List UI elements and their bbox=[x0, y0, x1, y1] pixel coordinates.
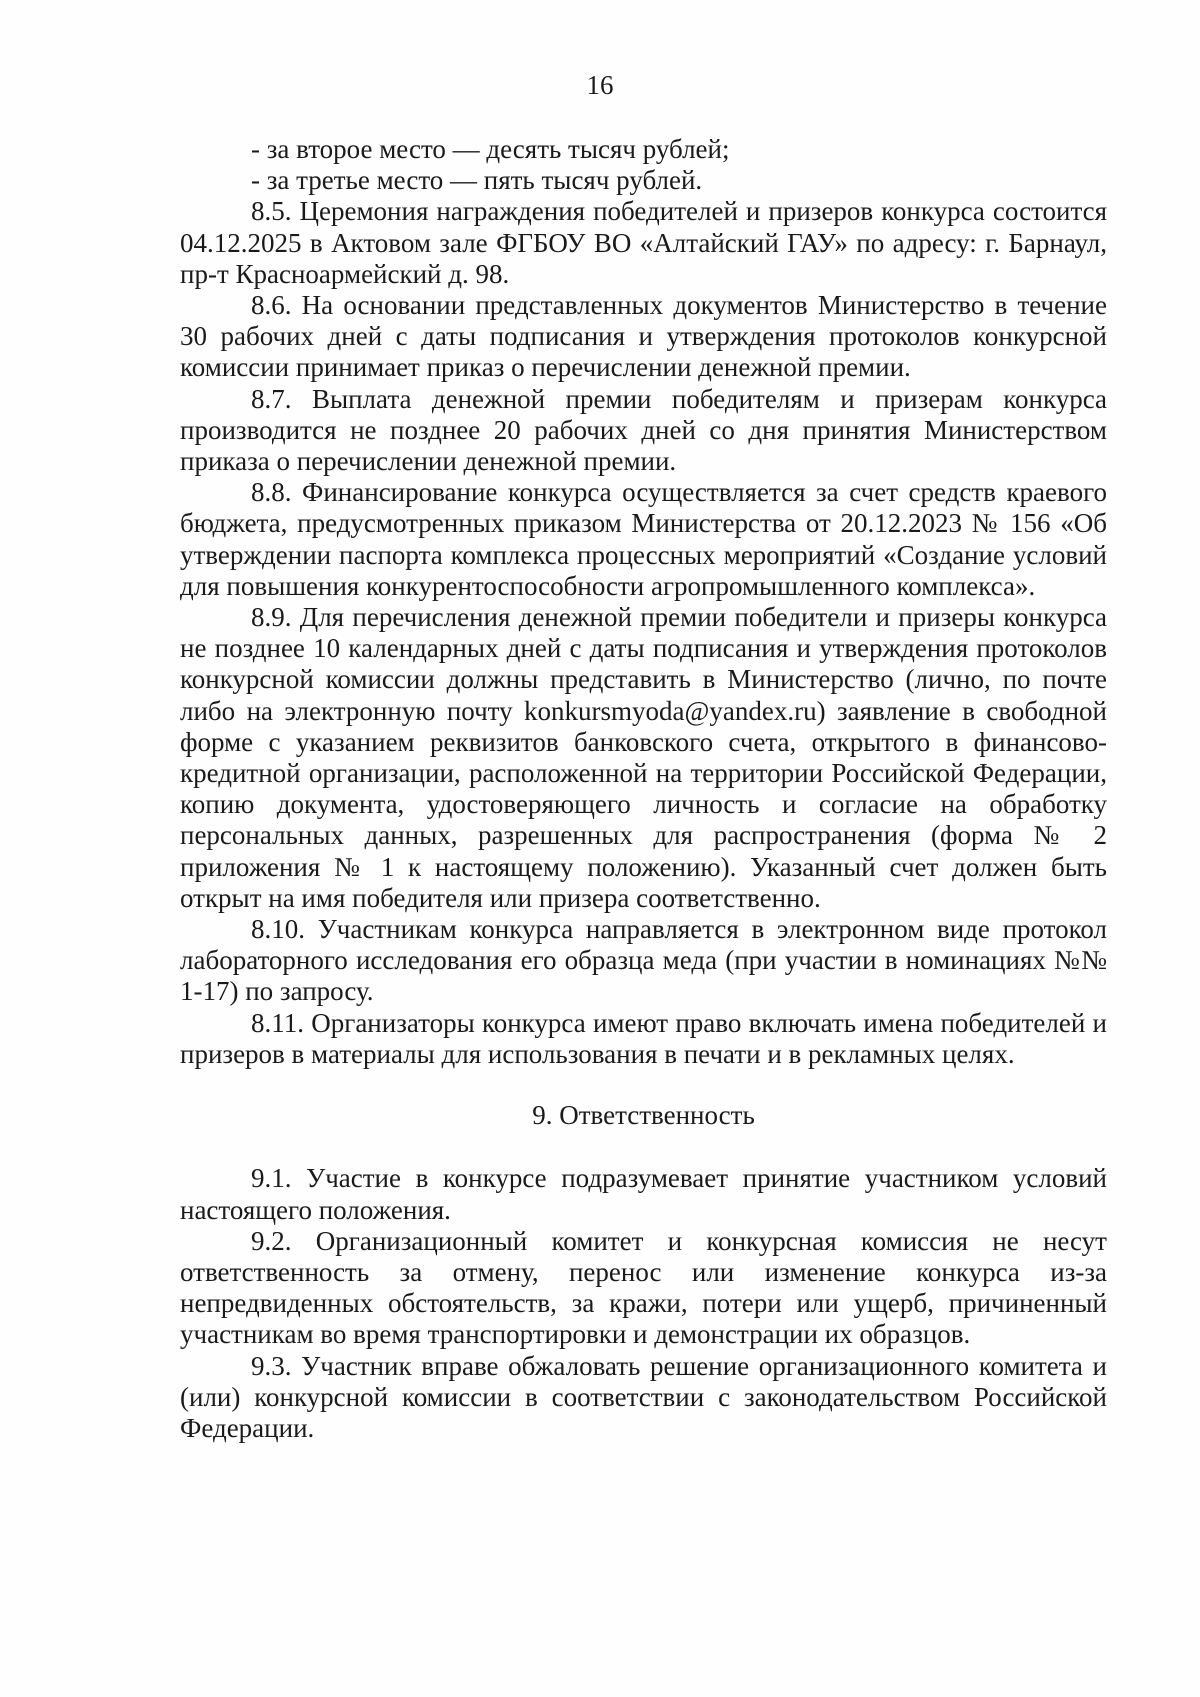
prize-third-place: - за третье место — пять тысяч рублей. bbox=[251, 165, 703, 196]
paragraph-8-8: 8.8. Финансирование конкурса осуществляется за счет средств краевого бюджета, предусмотренных приказом Министерства от 20.12.2023 № 156 «Об утверждении паспорта комплекса процессных мероприятий «Создание условий для повышения конкурентоспособности агропромышленного комплекса». bbox=[180, 477, 1107, 601]
paragraph-8-10: 8.10. Участникам конкурса направляется в электронном виде протокол лабораторного исследования его образца меда (при участии в номинациях №№ 1-17) по запросу. bbox=[180, 914, 1107, 1007]
paragraph-8-11: 8.11. Организаторы конкурса имеют право включать имена победителей и призеров в материалы для использования в печати и в рекламных целях. bbox=[180, 1007, 1107, 1069]
paragraph-9-2: 9.2. Организационный комитет и конкурсная комиссия не несут ответственность за отмену, перенос или изменение конкурса из-за непредвиденных обстоятельств, за кражи, потери или ущерб, причиненный участникам во время транспортировки и демонстрации их образцов. bbox=[180, 1225, 1107, 1350]
paragraph-9-1: 9.1. Участие в конкурсе подразумевает принятие участником условий настоящего положения. bbox=[180, 1163, 1107, 1225]
paragraph-8-9: 8.9. Для перечисления денежной премии победители и призеры конкурса не позднее 10 календарных дней с даты подписания и утверждения протоколов конкурсной комиссии должны представить в Министерство (лично, по почте либо на электронную почту konkursmyoda@yandex.ru) заявление в свободной форме с указанием реквизитов банковского счета, открытого в финансово-кредитной организации, расположенной на территории Российской Федерации, копию документа, удостоверяющего личность и согласие на обработку персональных данных, разрешенных для распространения (форма № 2 приложения № 1 к настоящему положению). Указанный счет должен быть открыт на имя победителя или призера соответственно. bbox=[180, 602, 1107, 913]
page-number: 16 bbox=[586, 70, 614, 100]
paragraph-8-7: 8.7. Выплата денежной премии победителям и призерам конкурса производится не позднее 20 рабочих дней со дня принятия Министерством приказа о перечислении денежной премии. bbox=[180, 383, 1107, 477]
paragraph-8-5: 8.5. Церемония награждения победителей и призеров конкурса состоится 04.12.2025 в Актовом зале ФГБОУ ВО «Алтайский ГАУ» по адресу: г. Барнаул, пр-т Красноармейский д. 98. bbox=[180, 196, 1107, 289]
section-9-heading: 9. Ответственность bbox=[532, 1100, 755, 1131]
paragraph-8-6: 8.6. На основании представленных документов Министерство в течение 30 рабочих дней с даты подписания и утверждения протоколов конкурсной комиссии принимает приказ о перечислении денежной премии. bbox=[180, 290, 1107, 383]
prize-second-place: - за второе место — десять тысяч рублей; bbox=[251, 134, 730, 164]
paragraph-9-3: 9.3. Участник вправе обжаловать решение организационного комитета и (или) конкурсной комиссии в соответствии с законодательством Российской Федерации. bbox=[180, 1350, 1107, 1443]
document-body bbox=[180, 134, 1107, 1444]
